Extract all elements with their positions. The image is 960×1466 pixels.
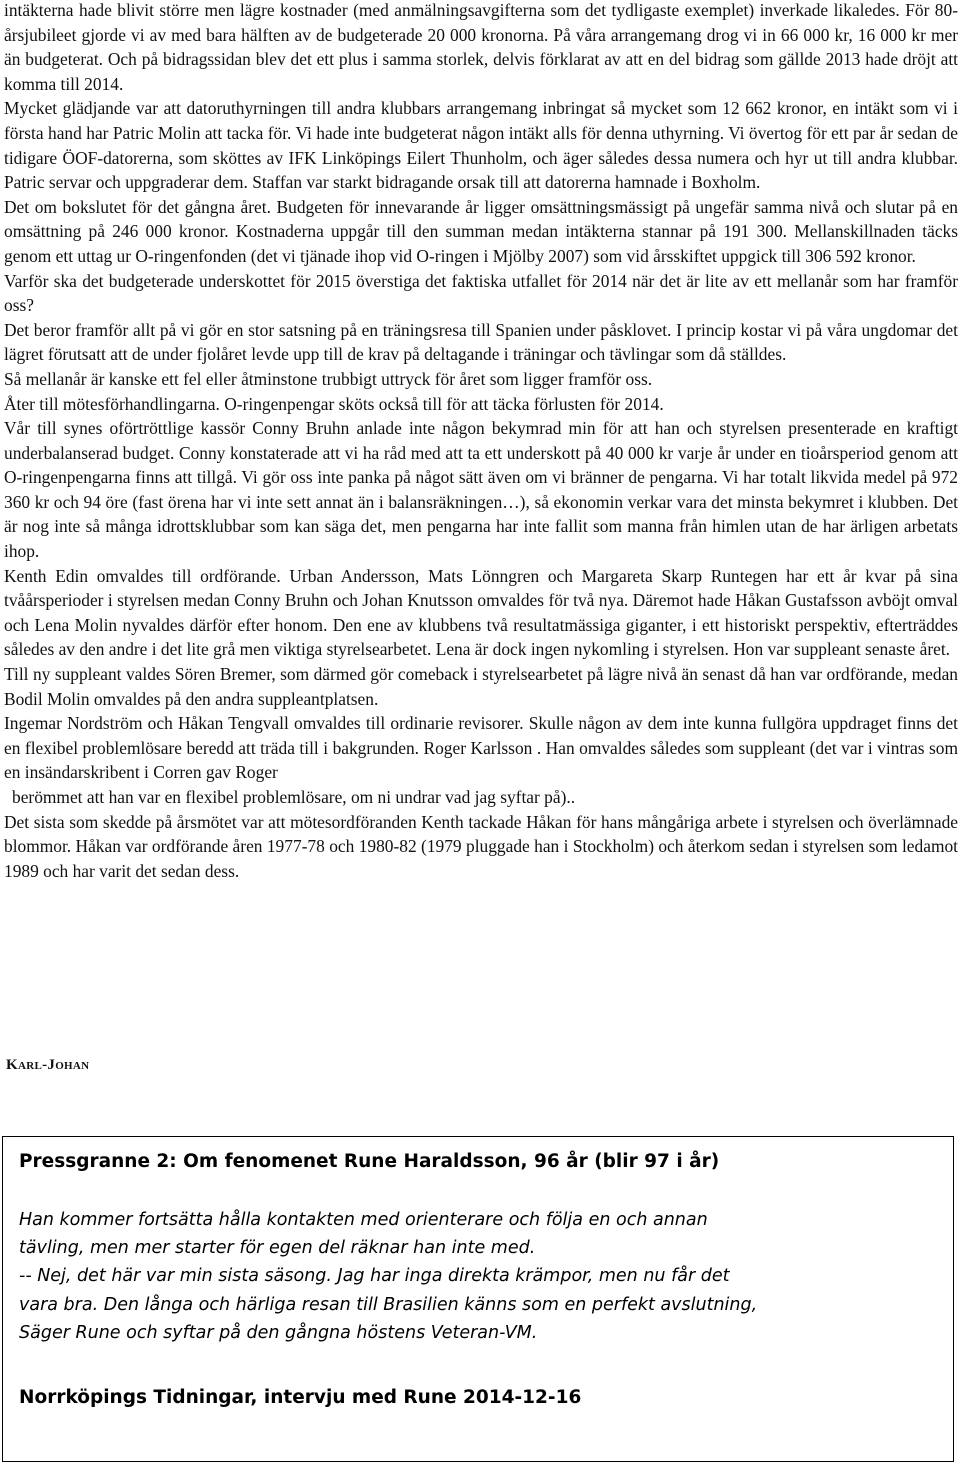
paragraph: Varför ska det budgeterade underskottet för 2015 överstiga det faktiska utfallet för 2014 när det är lite av ett mellanår som har framför oss? <box>4 270 958 316</box>
quote-line: Säger Rune och syftar på den gångna höstens Veteran-VM. <box>19 1322 538 1343</box>
paragraph: Det sista som skedde på årsmötet var att mötesordföranden Kenth tackade Håkan för hans mångåriga arbete i styrelsen och överlämnade blommor. Håkan var ordförande åren 1977-78 och 1980-82 (1979 pluggade han i Stockholm) och återkom sedan i styrelsen som ledamot 1989 och har varit det sedan dess. <box>4 811 958 881</box>
paragraph: Till ny suppleant valdes Sören Bremer, som därmed gör comeback i styrelsearbetet på lägre nivå än senast då han var ordförande, medan Bodil Molin omvaldes på den andra suppleantplatsen. <box>4 664 958 709</box>
box-quote <box>19 1206 919 1347</box>
signature-part-ohan: OHAN <box>55 1060 90 1072</box>
quote-line: -- Nej, det här var min sista säsong. Jag har inga direkta krämpor, men nu får det <box>19 1266 730 1287</box>
quote-line: Han kommer fortsätta hålla kontakten med orienterare och följa en och annan <box>19 1210 708 1230</box>
press-quote-box <box>2 1136 954 1462</box>
article-body <box>4 0 958 883</box>
signature-initial-k: K <box>6 1057 18 1073</box>
paragraph: Vår till synes oförtröttlige kassör Conny Bruhn anlade inte någon bekymrad min för att han och styrelsen presenterade en kraftigt underbalanserad budget. Conny konstaterade att vi ha råd med att ta ett underskott på 40 000 kr varje år under en tioårsperiod genom att O-ringenpengarna finns att tillgå. Vi gör oss inte panka på något sätt även om vi bränner de pengarna. Vi har totalt likvida medel på 972 360 kr och 94 öre (fast örena har vi inte sett annat än i balansräkningen…), så ekonomin verkar vara det minsta bekymret i klubben. Det är nog inte så många idrottsklubbar som kan säga det, men pengarna har inte fallit som manna från himlen utan de har ärligen arbetats ihop. <box>4 418 958 562</box>
paragraph: Kenth Edin omvaldes till ordförande. Urban Andersson, Mats Lönngren och Margareta Skarp Runtegen har ett år kvar på sina tvåårsperioder i styrelsen medan Conny Bruhn och Johan Knutsson omvaldes för två nya. Däremot hade Håkan Gustafsson avböjt omval och Lena Molin nyvaldes därför efter honom. Den ene av klubbens två resultatmässiga giganter, i ett historiskt perspektiv, efterträddes således av den andre i det lite grå men viktiga styrelsearbetet. Lena är dock ingen nykomling i styrelsen. Hon var suppleant senaste året. <box>4 565 958 660</box>
box-title: Pressgranne 2: Om fenomenet Rune Haraldsson, 96 år (blir 97 i år) <box>19 1151 720 1172</box>
paragraph: Det beror framför allt på vi gör en stor satsning på en träningsresa till Spanien under påsklovet. I princip kostar vi på våra ungdomar det lägret förutsatt att de under fjolåret levde upp till de krav på deltagande i träningar och tävlingar som då ställdes. <box>4 319 958 365</box>
paragraph: Mycket glädjande var att datoruthyrningen till andra klubbars arrangemang inbringat så mycket som 12 662 kronor, en intäkt som vi i första hand har Patric Molin att tacka för. Vi hade inte budgeterat någon intäkt alls för denna uthyrning. Vi övertog för ett par år sedan de tidigare ÖOF-datorerna, som sköttes av IFK Linköpings Eilert Thunholm, och äger således dessa numera och hyr ut till andra klubbar. Patric servar och uppgraderar dem. Staffan var starkt bidragande orsak till att datorerna hamnade i Boxholm. <box>4 98 958 193</box>
paragraph: intäkterna hade blivit större men lägre kostnader (med anmälningsavgifterna som det tydligaste exemplet) inverkade likaledes. För 80-årsjubileet gjorde vi av med bara hälften av de budgeterade 20 000 kronorna. På våra arrangemang drog vi in 66 000 kr, 16 000 kr mer än budgeterat. Och på bidragssidan blev det ett plus i samma storlek, delvis förklarat av att en del bidrag som gällde 2013 hade dröjt att komma till 2014. <box>4 0 958 94</box>
signature-dash: - <box>42 1057 48 1073</box>
box-source: Norrköpings Tidningar, intervju med Rune 2014-12-16 <box>19 1387 582 1408</box>
quote-line: tävling, men mer starter för egen del räknar han inte med. <box>19 1238 536 1259</box>
quote-line: vara bra. Den långa och härliga resan till Brasilien känns som en perfekt avslutning, <box>19 1294 758 1315</box>
author-signature <box>6 1057 89 1074</box>
paragraph: Det om bokslutet för det gångna året. Budgeten för innevarande år ligger omsättningsmässigt på ungefär samma nivå och slutar på en omsättning på 246 000 kronor. Kostnaderna uppgår till den summan medan intäkterna stannar på 191 300. Mellanskillnaden täcks genom ett uttag ur O-ringenfonden (det vi tjänade ihop vid O-ringen i Mjölby 2007) som vid årsskiftet uppgick till 306 592 kronor. <box>4 196 958 266</box>
paragraph: berömmet att han var en flexibel problemlösare, om ni undrar vad jag syftar på).. <box>12 787 576 807</box>
signature-part-arl: ARL <box>17 1060 43 1072</box>
paragraph: Så mellanår är kanske ett fel eller åtminstone trubbigt uttryck för året som ligger framför oss. <box>4 368 653 389</box>
paragraph: Ingemar Nordström och Håkan Tengvall omvaldes till ordinarie revisorer. Skulle någon av dem inte kunna fullgöra uppdraget finns det en flexibel problemlösare beredd att träda till i bakgrunden. Roger Karlsson . Han omvaldes således som suppleant (det var i vintras som en insändarskribent i Corren gav Roger <box>4 713 958 783</box>
signature-initial-j: J <box>47 1057 56 1073</box>
paragraph: Åter till mötesförhandlingarna. O-ringenpengar sköts också till för att täcka förlusten för 2014. <box>4 393 664 414</box>
